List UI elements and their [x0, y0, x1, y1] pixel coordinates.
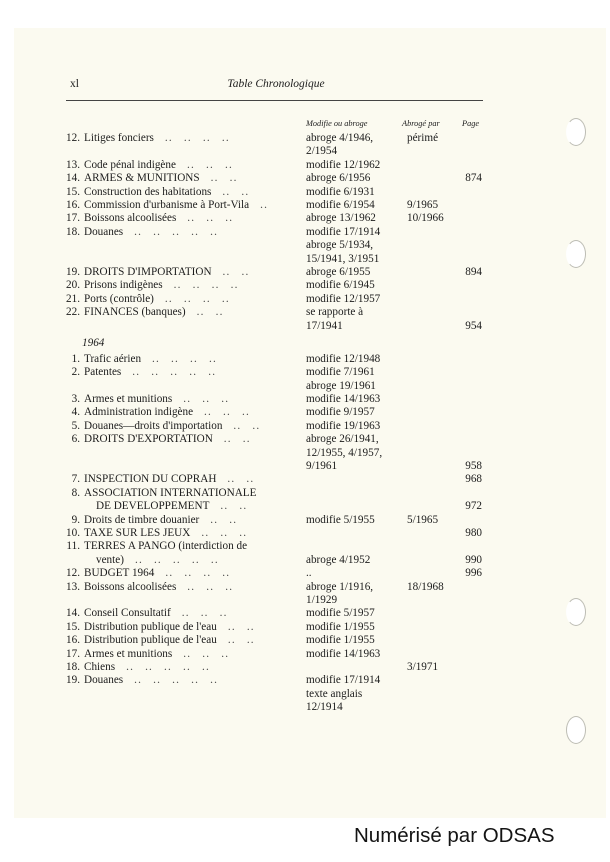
- entry-title: [84, 473, 302, 486]
- modifie-ou-abroge: [306, 199, 398, 212]
- entry-number: 18.: [66, 660, 80, 673]
- page-header: [70, 78, 482, 96]
- modifie-line: modifie 12/1948: [306, 352, 381, 365]
- entry-title-line: Armes et munitions .. .. ..: [84, 647, 230, 660]
- entry-number: 16.: [66, 198, 80, 211]
- leader-dots: .. ..: [216, 634, 255, 647]
- entry-title-line: Commission d'urbanisme à Port-Vila ..: [84, 198, 269, 211]
- leader-dots: .. ..: [216, 620, 255, 633]
- modifie-ou-abroge: [306, 293, 398, 306]
- modifie-ou-abroge: [306, 433, 398, 473]
- entry-title-line: Distribution publique de l'eau .. ..: [84, 620, 255, 633]
- entry-title: [84, 433, 302, 446]
- table-row: [58, 226, 488, 266]
- entry-number: 2.: [71, 366, 80, 379]
- table-row: [58, 648, 488, 661]
- modifie-ou-abroge: [306, 581, 398, 608]
- page-number: 996: [465, 567, 482, 580]
- modifie-line: [306, 540, 398, 553]
- modifie-line: abroge 1/1916,: [306, 580, 374, 593]
- entry-number: 17.: [66, 212, 80, 225]
- entry-title: [84, 306, 302, 319]
- modifie-ou-abroge: [306, 661, 398, 674]
- abroge-par: 10/1966: [407, 212, 444, 225]
- header-rule: [66, 100, 483, 101]
- entry-title: [84, 648, 302, 661]
- entry-title-line: Prisons indigènes .. .. .. ..: [84, 279, 239, 292]
- modifie-ou-abroge: [306, 393, 398, 406]
- table-row: [58, 567, 488, 580]
- leader-dots: .. ..: [216, 473, 255, 486]
- entry-title: [84, 514, 302, 527]
- modifie-line: abroge 6/1955: [306, 265, 371, 278]
- binder-hole-4: [566, 716, 586, 744]
- modifie-ou-abroge: [306, 540, 398, 567]
- leader-dots: .. .. .. ..: [162, 279, 239, 292]
- column-header-page: Page: [462, 119, 480, 128]
- leader-dots: .. ..: [199, 172, 238, 185]
- entry-number: 11.: [66, 540, 80, 553]
- entry-title: [84, 353, 302, 366]
- entry-title: [84, 279, 302, 292]
- entry-number: 22.: [66, 306, 80, 319]
- modifie-line: ..: [306, 567, 312, 580]
- table-row: [58, 634, 488, 647]
- modifie-line: modifie 5/1957: [306, 607, 375, 620]
- modifie-line: abroge 4/1946,: [306, 132, 374, 144]
- modifie-line: modifie 17/1914: [306, 674, 381, 687]
- entry-title-line: INSPECTION DU COPRAH .. ..: [84, 473, 255, 486]
- entry-title-line: Conseil Consultatif .. .. ..: [84, 607, 228, 620]
- page-number: 972: [465, 500, 482, 513]
- table-row: [58, 199, 488, 212]
- abroge-par: 3/1971: [407, 660, 439, 673]
- entry-title-line: Douanes .. .. .. .. ..: [84, 225, 219, 238]
- table-row: [58, 279, 488, 292]
- modifie-line: [306, 527, 398, 540]
- entry-number: 21.: [66, 292, 80, 305]
- modifie-ou-abroge: [306, 487, 398, 514]
- entry-title-line: Ports (contrôle) .. .. .. ..: [84, 292, 230, 305]
- table-row: [58, 172, 488, 185]
- entry-title: [84, 540, 302, 567]
- modifie-ou-abroge: [306, 132, 398, 159]
- entry-title-line: Armes et munitions .. .. ..: [84, 393, 230, 406]
- modifie-line: 12/1955, 4/1957,: [306, 446, 383, 459]
- entry-number: 7.: [71, 473, 80, 486]
- table-row: [58, 132, 488, 159]
- table-row: [58, 581, 488, 608]
- page-number: 874: [465, 172, 482, 185]
- modifie-ou-abroge: [306, 406, 398, 419]
- page-number: 990: [465, 553, 482, 566]
- modifie-line: abroge 19/1961: [306, 379, 376, 392]
- table-row: [58, 674, 488, 714]
- entry-number: 12.: [66, 132, 80, 144]
- table-row: [58, 527, 488, 540]
- modifie-line: modifie 9/1957: [306, 406, 375, 419]
- modifie-line: modifie 6/1931: [306, 185, 375, 198]
- leader-dots: .. .. ..: [190, 527, 248, 540]
- entry-title: [84, 266, 302, 279]
- leader-dots: .. .. ..: [176, 580, 234, 593]
- table-row: [58, 366, 488, 393]
- entry-number: 13.: [66, 580, 80, 593]
- entry-title: [84, 226, 302, 239]
- entry-title-line: vente) .. .. .. .. ..: [96, 553, 219, 566]
- entry-title: [84, 674, 302, 687]
- modifie-line: abroge 26/1941,: [306, 433, 379, 446]
- entry-title-line: Douanes .. .. .. .. ..: [84, 674, 219, 687]
- entry-number: 12.: [66, 567, 80, 580]
- page-number: 980: [465, 527, 482, 540]
- entry-title-line: BUDGET 1964 .. .. .. ..: [84, 567, 231, 580]
- entry-title-line: ARMES & MUNITIONS .. ..: [84, 172, 238, 185]
- table-row: [58, 159, 488, 172]
- leader-dots: .. ..: [209, 500, 248, 513]
- modifie-ou-abroge: [306, 172, 398, 185]
- entry-number: 3.: [71, 393, 80, 406]
- modifie-ou-abroge: [306, 266, 398, 279]
- entry-number: 6.: [71, 433, 80, 446]
- entry-title-line: Boissons alcoolisées .. .. ..: [84, 580, 234, 593]
- leader-dots: .. .. ..: [172, 393, 230, 406]
- entry-title: [84, 393, 302, 406]
- modifie-line: modifie 7/1961: [306, 366, 375, 379]
- leader-dots: .. ..: [185, 306, 224, 319]
- table-row: [58, 393, 488, 406]
- entry-number: 13.: [66, 158, 80, 171]
- leader-dots: .. ..: [212, 433, 251, 446]
- entry-title: [84, 406, 302, 419]
- leader-dots: .. .. .. .. ..: [115, 660, 211, 673]
- entry-number: 10.: [66, 527, 80, 540]
- entry-number: 20.: [66, 279, 80, 292]
- entry-title: [84, 186, 302, 199]
- modifie-ou-abroge: [306, 279, 398, 292]
- modifie-ou-abroge: [306, 621, 398, 634]
- page-number: 894: [465, 265, 482, 278]
- modifie-ou-abroge: [306, 420, 398, 433]
- entry-title: [84, 172, 302, 185]
- entry-title-line: Boissons alcoolisées .. .. ..: [84, 212, 234, 225]
- table-row: [58, 661, 488, 674]
- entry-number: 14.: [66, 607, 80, 620]
- entry-number: 15.: [66, 620, 80, 633]
- table-row: [58, 212, 488, 225]
- entry-title-line: Litiges fonciers .. .. .. ..: [84, 132, 230, 144]
- leader-dots: .. ..: [211, 185, 250, 198]
- table-row: [58, 487, 488, 514]
- entry-title-line: FINANCES (banques) .. ..: [84, 306, 224, 319]
- modifie-line: abroge 4/1952: [306, 553, 371, 566]
- leader-dots: .. .. ..: [170, 607, 228, 620]
- entry-title: [84, 420, 302, 433]
- table-row: [58, 266, 488, 279]
- abroge-par: 9/1965: [407, 198, 439, 211]
- modifie-line: [306, 473, 398, 486]
- modifie-line: [306, 661, 398, 674]
- modifie-ou-abroge: [306, 527, 398, 540]
- entry-number: 1.: [71, 352, 80, 365]
- column-header-modifie: Modifie ou abroge: [306, 119, 368, 128]
- leader-dots: .. .. .. ..: [141, 352, 218, 365]
- table-row: [58, 540, 488, 567]
- table-row: [58, 420, 488, 433]
- entry-title-line: DROITS D'EXPORTATION .. ..: [84, 433, 251, 446]
- modifie-ou-abroge: [306, 186, 398, 199]
- page-number: 958: [465, 460, 482, 473]
- chronological-table: [58, 132, 488, 714]
- entry-number: 18.: [66, 225, 80, 238]
- entry-title: [84, 132, 302, 145]
- modifie-line: modifie 6/1954: [306, 198, 375, 211]
- modifie-line: [306, 500, 398, 513]
- leader-dots: .. .. ..: [175, 158, 233, 171]
- page-number: 968: [465, 473, 482, 486]
- entry-title: [84, 159, 302, 172]
- entry-number: 4.: [71, 406, 80, 419]
- modifie-line: modifie 14/1963: [306, 393, 381, 406]
- leader-dots: .. .. .. ..: [153, 292, 230, 305]
- entry-title-line: TERRES A PANGO (interdiction de: [84, 540, 248, 553]
- entry-title-line: Droits de timbre douanier .. ..: [84, 513, 238, 526]
- entry-number: 17.: [66, 647, 80, 660]
- entry-title-line: TAXE SUR LES JEUX .. .. ..: [84, 527, 248, 540]
- table-row: [58, 353, 488, 366]
- entry-number: 19.: [66, 674, 80, 687]
- column-header-abroge: Abrogé par: [402, 119, 440, 128]
- entry-title-line: Construction des habitations .. ..: [84, 185, 250, 198]
- entry-title: [84, 621, 302, 634]
- binder-hole-2: [566, 240, 586, 268]
- binder-hole-3: [566, 598, 586, 626]
- entry-title: [84, 487, 302, 514]
- digitization-watermark: Numérisé par ODSAS: [354, 824, 555, 847]
- entry-number: 14.: [66, 172, 80, 185]
- entry-number: 8.: [71, 486, 80, 499]
- modifie-ou-abroge: [306, 226, 398, 266]
- modifie-line: 2/1954: [306, 145, 338, 158]
- year-heading: 1964: [82, 336, 105, 349]
- leader-dots: .. ..: [211, 265, 250, 278]
- modifie-ou-abroge: [306, 306, 398, 333]
- leader-dots: .. ..: [222, 419, 261, 432]
- entry-number: 16.: [66, 634, 80, 647]
- table-row: [58, 621, 488, 634]
- leader-dots: .. .. ..: [176, 212, 234, 225]
- modifie-ou-abroge: [306, 159, 398, 172]
- modifie-ou-abroge: [306, 514, 398, 527]
- modifie-line: abroge 5/1934,: [306, 239, 374, 252]
- leader-dots: .. .. ..: [172, 647, 230, 660]
- entry-title: [84, 199, 302, 212]
- table-row: [58, 473, 488, 486]
- entry-title-line: Administration indigène .. .. ..: [84, 406, 251, 419]
- table-row: [58, 186, 488, 199]
- entry-title: [84, 581, 302, 594]
- leader-dots: .. .. .. .. ..: [123, 674, 219, 687]
- leader-dots: .. ..: [199, 513, 238, 526]
- modifie-line: abroge 6/1956: [306, 172, 371, 185]
- entry-title: [84, 607, 302, 620]
- running-title: Table Chronologique: [227, 78, 325, 90]
- table-row: [58, 607, 488, 620]
- table-row: [58, 433, 488, 473]
- table-row: [58, 293, 488, 306]
- modifie-line: 17/1941: [306, 319, 343, 332]
- entry-title: [84, 527, 302, 540]
- entry-title-line: Distribution publique de l'eau .. ..: [84, 634, 255, 647]
- modifie-line: modifie 1/1955: [306, 620, 375, 633]
- abroge-par: 5/1965: [407, 513, 439, 526]
- leader-dots: .. .. .. .. ..: [123, 553, 219, 566]
- modifie-line: modifie 19/1963: [306, 419, 381, 432]
- entry-title-line: Code pénal indigène .. .. ..: [84, 158, 233, 171]
- entry-title-line: Trafic aérien .. .. .. ..: [84, 352, 218, 365]
- section-1963: [58, 132, 488, 333]
- table-row: [58, 514, 488, 527]
- section-1964: [58, 352, 488, 714]
- modifie-ou-abroge: [306, 212, 398, 225]
- modifie-line: abroge 13/1962: [306, 212, 376, 225]
- entry-number: 15.: [66, 185, 80, 198]
- leader-dots: .. .. ..: [193, 406, 251, 419]
- entry-number: 5.: [71, 419, 80, 432]
- entry-title-line: Douanes—droits d'importation .. ..: [84, 419, 261, 432]
- modifie-ou-abroge: [306, 634, 398, 647]
- entry-title-line: DE DEVELOPPEMENT .. ..: [96, 500, 248, 513]
- modifie-ou-abroge: [306, 674, 398, 714]
- modifie-line: modifie 17/1914: [306, 225, 381, 238]
- table-row: [58, 306, 488, 333]
- entry-title-line: Patentes .. .. .. .. ..: [84, 366, 217, 379]
- page-number: 954: [465, 319, 482, 332]
- entry-title: [84, 661, 302, 674]
- modifie-line: modifie 5/1955: [306, 513, 375, 526]
- entry-title: [84, 634, 302, 647]
- entry-number: 19.: [66, 265, 80, 278]
- modifie-line: 15/1941, 3/1951: [306, 252, 380, 265]
- leader-dots: .. .. .. ..: [153, 132, 230, 144]
- modifie-ou-abroge: [306, 353, 398, 366]
- modifie-line: modifie 12/1957: [306, 292, 381, 305]
- entry-title: [84, 293, 302, 306]
- leader-dots: .. .. .. .. ..: [121, 366, 217, 379]
- modifie-ou-abroge: [306, 473, 398, 486]
- entry-title-line: ASSOCIATION INTERNATIONALE: [84, 486, 257, 499]
- folio: xl: [70, 78, 79, 90]
- abroge-par: périmé: [407, 132, 439, 144]
- entry-title: [84, 567, 302, 580]
- modifie-line: modifie 6/1945: [306, 279, 375, 292]
- modifie-line: 1/1929: [306, 594, 338, 607]
- modifie-line: [306, 487, 398, 500]
- modifie-ou-abroge: [306, 567, 398, 580]
- entry-title-line: DROITS D'IMPORTATION .. ..: [84, 265, 250, 278]
- binder-hole-1: [566, 118, 586, 146]
- entry-title: [84, 366, 302, 379]
- modifie-line: modifie 14/1963: [306, 647, 381, 660]
- leader-dots: .. .. .. ..: [154, 567, 231, 580]
- modifie-ou-abroge: [306, 648, 398, 661]
- leader-dots: ..: [249, 198, 269, 211]
- modifie-line: texte anglais 12/1914: [306, 687, 363, 714]
- modifie-ou-abroge: [306, 366, 398, 393]
- table-row: [58, 406, 488, 419]
- modifie-line: modifie 1/1955: [306, 634, 375, 647]
- abroge-par: 18/1968: [407, 580, 444, 593]
- entry-number: 9.: [71, 513, 80, 526]
- entry-title: [84, 212, 302, 225]
- modifie-line: se rapporte à: [306, 306, 364, 319]
- modifie-ou-abroge: [306, 607, 398, 620]
- leader-dots: .. .. .. .. ..: [123, 225, 219, 238]
- entry-title-line: Chiens .. .. .. .. ..: [84, 660, 211, 673]
- modifie-line: modifie 12/1962: [306, 158, 381, 171]
- modifie-line: 9/1961: [306, 460, 338, 473]
